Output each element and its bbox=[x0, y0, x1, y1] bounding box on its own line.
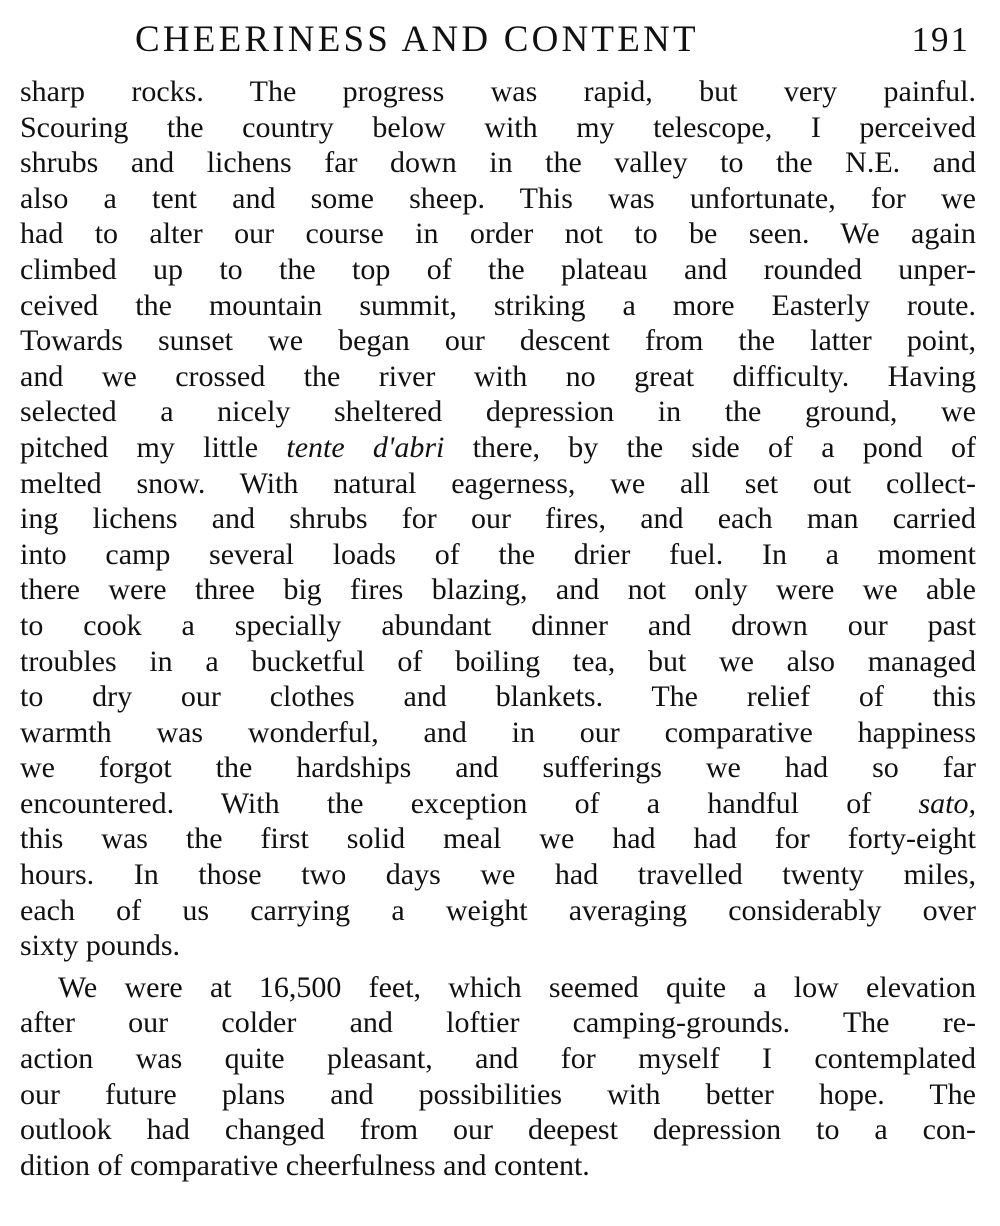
text-line: outlook had changed from our deepest depression to a con- bbox=[20, 1113, 976, 1147]
text-line: melted snow. With natural eagerness, we all set out collect- bbox=[20, 466, 976, 500]
text-segment: there, by the side of a pond of bbox=[472, 430, 976, 464]
paragraph-2 bbox=[20, 970, 976, 1184]
text-line: and we crossed the river with no great difficulty. Having bbox=[20, 359, 976, 393]
text-line-with-italic bbox=[20, 430, 976, 466]
text-line: Scouring the country below with my telescope, I perceived bbox=[20, 110, 976, 144]
text-line: troubles in a bucketful of boiling tea, but we also managed bbox=[20, 644, 976, 678]
italic-term-tente-dabri: tente d'abri bbox=[286, 430, 445, 464]
text-line: to cook a specially abundant dinner and drown our past bbox=[20, 608, 976, 642]
paragraph-1 bbox=[20, 74, 976, 964]
text-line: we forgot the hardships and sufferings we had so far bbox=[20, 751, 976, 785]
running-title: CHEERINESS AND CONTENT bbox=[135, 19, 699, 60]
text-line: also a tent and some sheep. This was unfortunate, for we bbox=[20, 181, 976, 215]
text-line: had to alter our course in order not to be seen. We again bbox=[20, 217, 976, 251]
book-page bbox=[20, 18, 976, 1183]
text-line: this was the first solid meal we had had for forty-eight bbox=[20, 822, 976, 856]
text-line: there were three big fires blazing, and not only were we able bbox=[20, 573, 976, 607]
italic-term-sato: sato, bbox=[918, 786, 976, 820]
text-line: ceived the mountain summit, striking a more Easterly route. bbox=[20, 288, 976, 322]
text-line: each of us carrying a weight averaging considerably over bbox=[20, 893, 976, 927]
text-line: sixty pounds. bbox=[20, 929, 181, 963]
text-segment: pitched my little bbox=[20, 430, 259, 464]
text-line: We were at 16,500 feet, which seemed quite a low elevation bbox=[58, 970, 976, 1004]
text-line-with-italic bbox=[20, 786, 976, 822]
text-line: dition of comparative cheerfulness and content. bbox=[20, 1148, 590, 1182]
running-head bbox=[20, 18, 976, 74]
text-line: ing lichens and shrubs for our fires, and each man carried bbox=[20, 502, 976, 536]
text-line: to dry our clothes and blankets. The relief of this bbox=[20, 680, 976, 714]
text-line: shrubs and lichens far down in the valley to the N.E. and bbox=[20, 146, 976, 180]
text-line: Towards sunset we began our descent from the latter point, bbox=[20, 324, 976, 358]
text-line: warmth was wonderful, and in our comparative happiness bbox=[20, 715, 976, 749]
text-line: our future plans and possibilities with better hope. The bbox=[20, 1077, 976, 1111]
text-segment: encountered. With the exception of a handful of bbox=[20, 786, 872, 820]
text-line: into camp several loads of the drier fuel. In a moment bbox=[20, 537, 976, 571]
body-text bbox=[20, 74, 976, 1183]
page-number: 191 bbox=[911, 20, 970, 59]
text-line: climbed up to the top of the plateau and rounded unper- bbox=[20, 252, 976, 286]
text-line: hours. In those two days we had travelled twenty miles, bbox=[20, 858, 976, 892]
text-line: selected a nicely sheltered depression in the ground, we bbox=[20, 395, 976, 429]
text-line: sharp rocks. The progress was rapid, but very painful. bbox=[20, 75, 976, 108]
text-line: after our colder and loftier camping-grounds. The re- bbox=[20, 1006, 976, 1040]
text-line: action was quite pleasant, and for myself I contemplated bbox=[20, 1042, 976, 1076]
